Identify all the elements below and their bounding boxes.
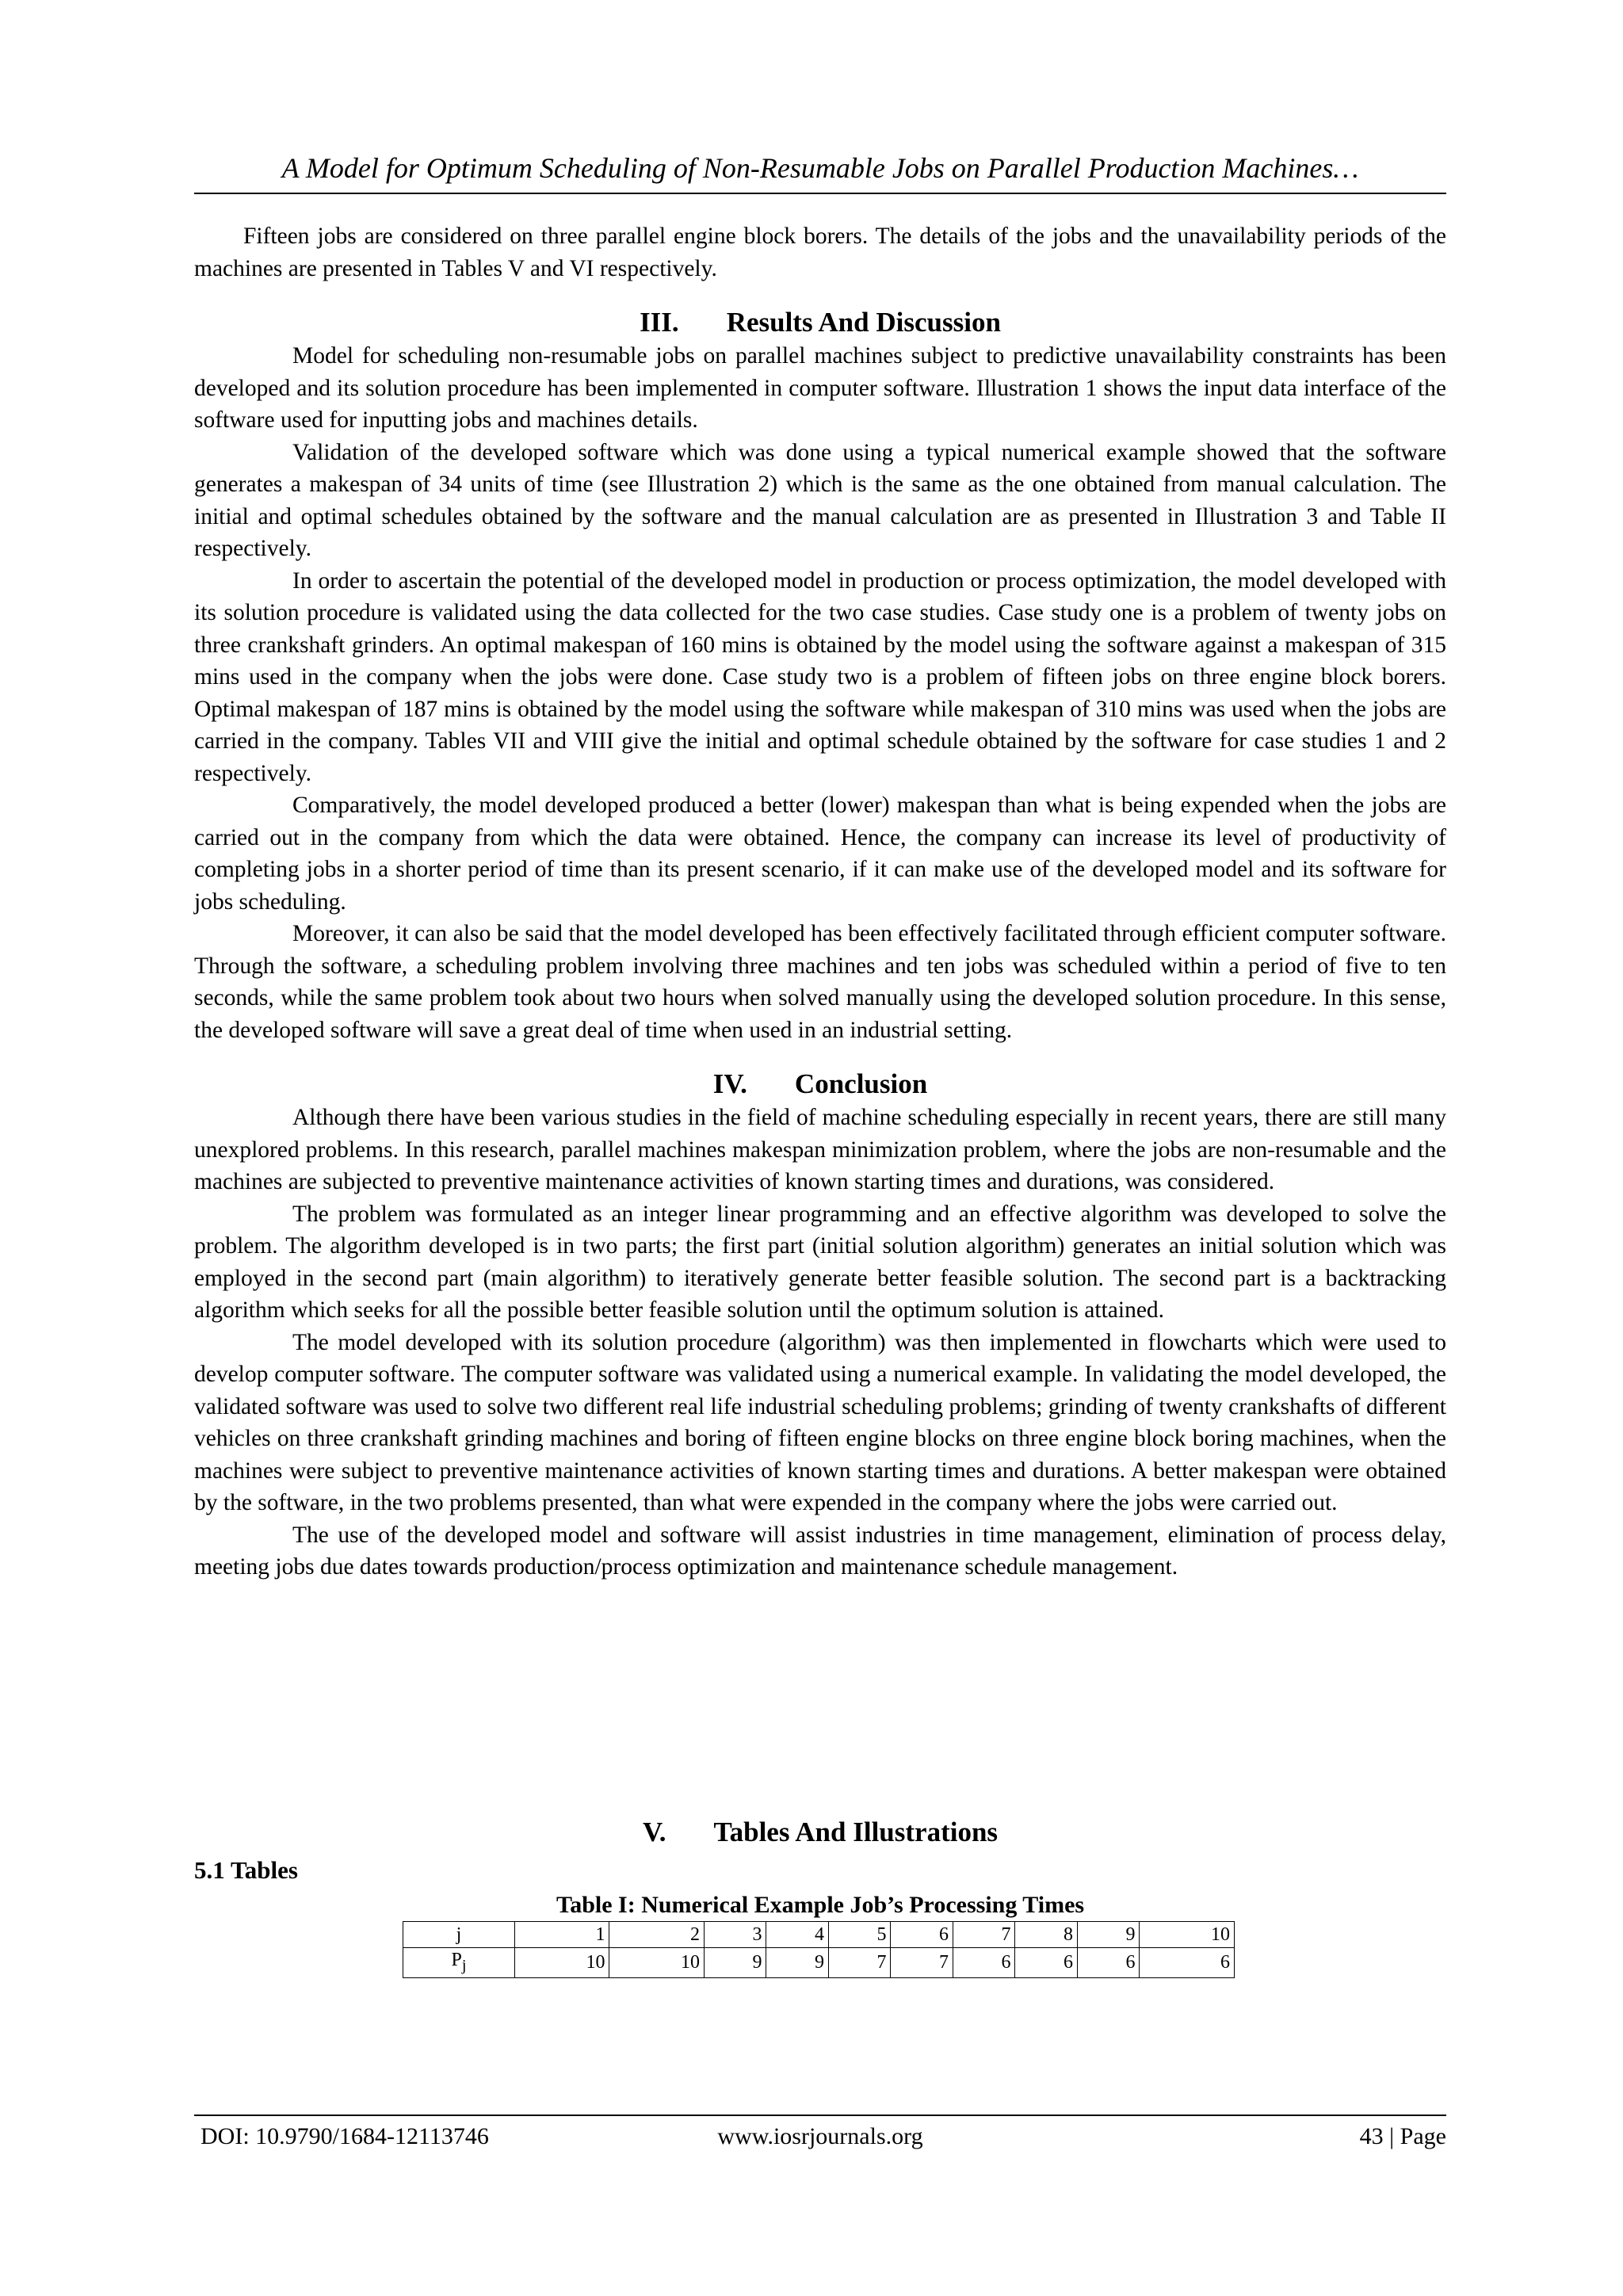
paragraph: The model developed with its solution procedure (algorithm) was then implemented in flowcharts which were used to develop computer software. The computer software was validated using a numerical example. In validating the model developed, the validated software was used to solve two different real life industrial scheduling problems; grinding of twenty crankshafts of different vehicles on three crankshaft grinding machines and boring of fifteen engine blocks on three engine block boring machines, when the machines were subject to preventive maintenance activities of known starting times and durations. A better makespan were obtained by the software, in the two problems presented, than what were expended in the company where the jobs were carried out. bbox=[194, 1329, 1446, 1515]
section-number: IV. bbox=[712, 1068, 747, 1099]
body-text bbox=[194, 220, 1446, 1584]
table-cell: 6 bbox=[953, 1948, 1015, 1978]
table-cell: 7 bbox=[953, 1922, 1015, 1948]
paragraph: The problem was formulated as an integer linear programming and an effective algorithm was developed to solve the problem. The algorithm developed is in two parts; the first part (initial solution algorithm) generates an initial solution which was employed in the second part (main algorithm) to iteratively generate better feasible solution. The second part is a backtracking algorithm which seeks for all the possible better feasible solution until the optimum solution is attained. bbox=[194, 1201, 1446, 1323]
section-number: III. bbox=[640, 307, 679, 338]
paragraph: In order to ascertain the potential of the developed model in production or process optimization, the model developed with its solution procedure is validated using the data collected for the two case studies. Case study one is a problem of twenty jobs on three crankshaft grinders. An optimal makespan of 160 mins is obtained by the model using the software against a makespan of 315 mins used in the company when the jobs were done. Case study two is a problem of fifteen jobs on three engine block borers. Optimal makespan of 187 mins is obtained by the model using the software while makespan of 310 mins was used when the jobs are carried in the company. Tables VII and VIII give the initial and optimal schedule obtained by the software for case studies 1 and 2 respectively. bbox=[194, 567, 1446, 786]
table-row bbox=[403, 1922, 1235, 1948]
table-row bbox=[403, 1948, 1235, 1978]
table-cell: 5 bbox=[828, 1922, 891, 1948]
table-cell: 10 bbox=[609, 1948, 704, 1978]
header-rule bbox=[194, 193, 1446, 194]
table-cell: 4 bbox=[766, 1922, 829, 1948]
paragraph: Although there have been various studies in the field of machine scheduling especially in recent years, there are still many unexplored problems. In this research, parallel machines makespan minimization problem, where the jobs are non-resumable and the machines are subjected to preventive maintenance activities of known starting times and durations, was considered. bbox=[194, 1105, 1446, 1194]
section-heading-results bbox=[194, 305, 1446, 340]
paragraph: Comparatively, the model developed produced a better (lower) makespan than what is being expended when the jobs are carried out in the company from which the data were obtained. Hence, the company can increase its level of productivity of completing jobs in a shorter period of time than its present scenario, if it can make use of the developed model and its software for jobs scheduling. bbox=[194, 793, 1446, 915]
footer-rule bbox=[194, 2115, 1446, 2116]
running-header: A Model for Optimum Scheduling of Non-Resumable Jobs on Parallel Production Machines… bbox=[281, 152, 1359, 184]
row-header: j bbox=[403, 1922, 515, 1948]
table-cell: 8 bbox=[1015, 1922, 1078, 1948]
table-cell: 6 bbox=[1140, 1948, 1235, 1978]
section-title: Tables And Illustrations bbox=[713, 1817, 999, 1847]
table-cell: 9 bbox=[1077, 1922, 1140, 1948]
table-cell: 10 bbox=[515, 1948, 609, 1978]
table-cell: 7 bbox=[828, 1948, 891, 1978]
section-heading-tables bbox=[194, 1815, 1446, 1850]
table-cell: 6 bbox=[891, 1922, 953, 1948]
intro-paragraph: Fifteen jobs are considered on three parallel engine block borers. The details of the jobs and the unavailability periods of the machines are presented in Tables V and VI respectively. bbox=[194, 223, 1446, 281]
paragraph: Moreover, it can also be said that the model developed has been effectively facilitated through efficient computer software. Through the software, a scheduling problem involving three machines and ten jobs was scheduled within a period of five to ten seconds, while the same problem took about two hours when solved manually using the developed solution procedure. In this sense, the developed software will save a great deal of time when used in an industrial setting. bbox=[194, 921, 1446, 1043]
page-number: 43 | Page bbox=[1359, 2123, 1446, 2149]
journal-link[interactable]: www.iosrjournals.org bbox=[717, 2123, 923, 2149]
subsection-heading: 5.1 Tables bbox=[194, 1856, 298, 1884]
table-cell: 9 bbox=[766, 1948, 829, 1978]
table-cell: 3 bbox=[704, 1922, 766, 1948]
section-heading-conclusion bbox=[194, 1067, 1446, 1102]
row-header: $P_j$ bbox=[403, 1948, 515, 1978]
doi-text: DOI: 10.9790/1684-12113746 bbox=[200, 2123, 489, 2149]
table-caption: Table I: Numerical Example Job’s Processing Times bbox=[556, 1892, 1085, 1918]
paragraph: Validation of the developed software which was done using a typical numerical example showed that the software generates a makespan of 34 units of time (see Illustration 2) which is the same as the one obtained from manual calculation. The initial and optimal schedules obtained by the software and the manual calculation are as presented in Illustration 3 and Table II respectively. bbox=[194, 439, 1446, 561]
paragraph: The use of the developed model and software will assist industries in time management, elimination of process delay, meeting jobs due dates towards production/process optimization and maintenance schedule management. bbox=[194, 1522, 1446, 1580]
table-cell: 6 bbox=[1077, 1948, 1140, 1978]
section-title: Results And Discussion bbox=[726, 307, 1001, 338]
table-cell: 6 bbox=[1015, 1948, 1078, 1978]
section-title: Conclusion bbox=[794, 1068, 928, 1099]
processing-times-table bbox=[403, 1921, 1235, 1978]
section-number: V. bbox=[642, 1817, 666, 1847]
table-cell: 10 bbox=[1140, 1922, 1235, 1948]
table-cell: 9 bbox=[704, 1948, 766, 1978]
table-cell: 7 bbox=[891, 1948, 953, 1978]
paragraph: Model for scheduling non-resumable jobs on parallel machines subject to predictive unavailability constraints has been developed and its solution procedure has been implemented in computer software. Illustration 1 shows the input data interface of the software used for inputting jobs and machines details. bbox=[194, 343, 1446, 433]
table-cell: 2 bbox=[609, 1922, 704, 1948]
table-cell: 1 bbox=[515, 1922, 609, 1948]
